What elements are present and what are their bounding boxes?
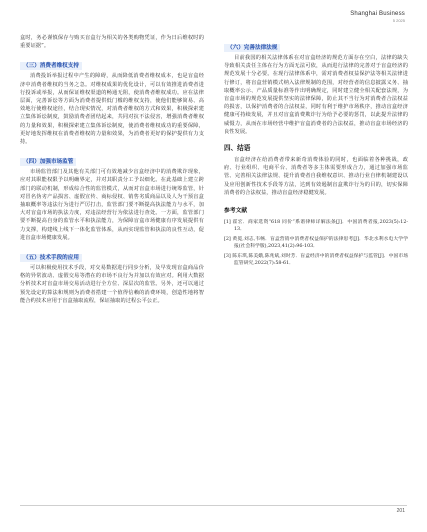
- issue-number: 5 2025: [392, 18, 405, 23]
- footer-rule: [20, 505, 407, 506]
- subsection-heading: （五）技术手段的应用: [20, 254, 82, 262]
- left-column: [20, 34, 204, 307]
- paragraph: 可以积极使用技术手段，对交易数据进行同步分析，及早发现盲盒商品价格的异常波动、虚假交易等潜在的市场不良行为并加以有效应对。利用大数据分析技术对盲盒市场交易活动进行全方位、深层次的监管。另外，还可以通过预先设定的算法和规则为消费者搭建一个值得信赖的消费环境，创造性地将智能合约技术应用于盲盒抽取流程，保证抽取的过程公平公正。: [20, 265, 204, 304]
- subsection-heading: （三）消费者维权支持: [20, 62, 82, 70]
- journal-name: Shanghai Business: [350, 11, 405, 17]
- paragraph: 消费投诉举报过程中产生的障碍，从而降低消费者维权成本，也是盲盒经济中消费者维权的当务之急。对维权成果的优化设计，可以有效推进消费者进行投诉或举报，从而保证维权渠道的畅通无阻，使消费者维权成功。应在法律层面，完善诉讼等方面为消费者提供低门槛的维权支持，使他们能够简易、高效地行使维权途径，结合现实情况，对消费者维权的方式和效果，积极探索建立集体诉讼制度，鼓励消费者团结起来，共同对抗不法侵害，增强消费者维权的力量和效果，积极探索建立集体诉讼制度，使消费者维权成功的重要保障，更好地发挥维权在消费者维权的力量和效果，为消费者更好的保护提供有力支持。: [20, 73, 204, 146]
- reference-item: [2] 黄冕,刘志,韦畅．盲盒营销中消费者权益保护的法律思考[J]．华北水利水电大学学报(社会科学版),2023,41(2):96-103．: [224, 237, 408, 250]
- page-number: 201: [396, 508, 405, 514]
- paragraph: 市场监管部门及其他有关部门可有效地减少盲盒经济中的消费欺诈现象，应对其职能权限予以明确界定，并对其职责分工予以细化。在此基础上建立跨部门的联动机制，形成综合性的监管模式，从而对盲盒市场进行统筹监管，针对冒名伪劣产品损害、虚假宣传、商标侵权、销售劣质商品以及人为干预盲盒抽取概率等违法行为进行严厉打击，监管部门要不断提高执法能力与水平，加大对盲盒市场的执法力度，对违法经营行为依法进行查处。一方面，监管部门要不断提高自身的监管水平和执法能力，为保障盲盒市场健康有序发展提供有力支撑，构建线上线下一体化监管体系，从而实现监管和执法的良性互动，促进盲盒市场健康发展。: [20, 169, 204, 241]
- right-column: [224, 34, 408, 270]
- section-heading: 四、结语: [224, 144, 251, 153]
- paragraph: 目前我国的相关法律体系在对盲盒经济的规范方面存在空白，法律的缺失导致相关责任主体在行为方面无法可依，从而进行法律的完善对于盲盒经济的规范发展十分必要。在现行法律体系中，需对消费者权益保护法等相关法律进行修订，将盲盒营销模式纳入法律规制的范围，对经营者的信息披露义务、抽取概率公示、产品质量标准等作出明确规定，同时建立健全相关配套法规，为盲盒市场的规范发展提供坚实的法律保障，防止其不当行为对消费者合法权益的损害，以保护消费者的合法权益，同时有利于维护市场秩序，推动盲盒经济健康可持续发展，并且对盲盒消费欺诈行为给予必要的惩罚，以此提升法律的威慑力，从而在市场经营中维护盲盒消费者的合法权益，推动盲盒市场经济的良性发展。: [224, 55, 408, 135]
- paragraph: 盒时，务必谨慎保存与购买盲盒行为相关的各类购物凭证，作为日后维权时的重要证据”。: [20, 35, 204, 50]
- paragraph: 盲盒经济在给消费者带来新奇消费体验的同时，也面临着各种挑战，政府、行业组织、电商平台、消费者等多主体需要形成合力，通过加强市场监管、完善相关法律法规、提升消费者自我维权意识、推动行业自律机制建设以及应用创新性技术手段等方法，达到有效遏制盲盒欺诈行为的目的，切实保障消费者的合法权益，推动盲盒经济稳健发展。: [224, 157, 408, 196]
- reference-item: [1] 霍宏．商家选资“618 同价”系谱律师详解法条[J]．中国消费者报,2023(5):12-13．: [224, 220, 408, 233]
- references-heading: 参考文献: [224, 208, 248, 215]
- subsection-heading: （四）加强市场监管: [20, 158, 76, 166]
- running-header: [350, 11, 405, 23]
- subsection-heading: （六）完善法律法规: [224, 44, 280, 52]
- reference-item: [3] 陈东琪,陈美娥,陈兆斌,刘时芳．盲盒经济中的消费者权益保护与监管[J]．中国市场监管研究,2022(7):58-61．: [224, 254, 408, 267]
